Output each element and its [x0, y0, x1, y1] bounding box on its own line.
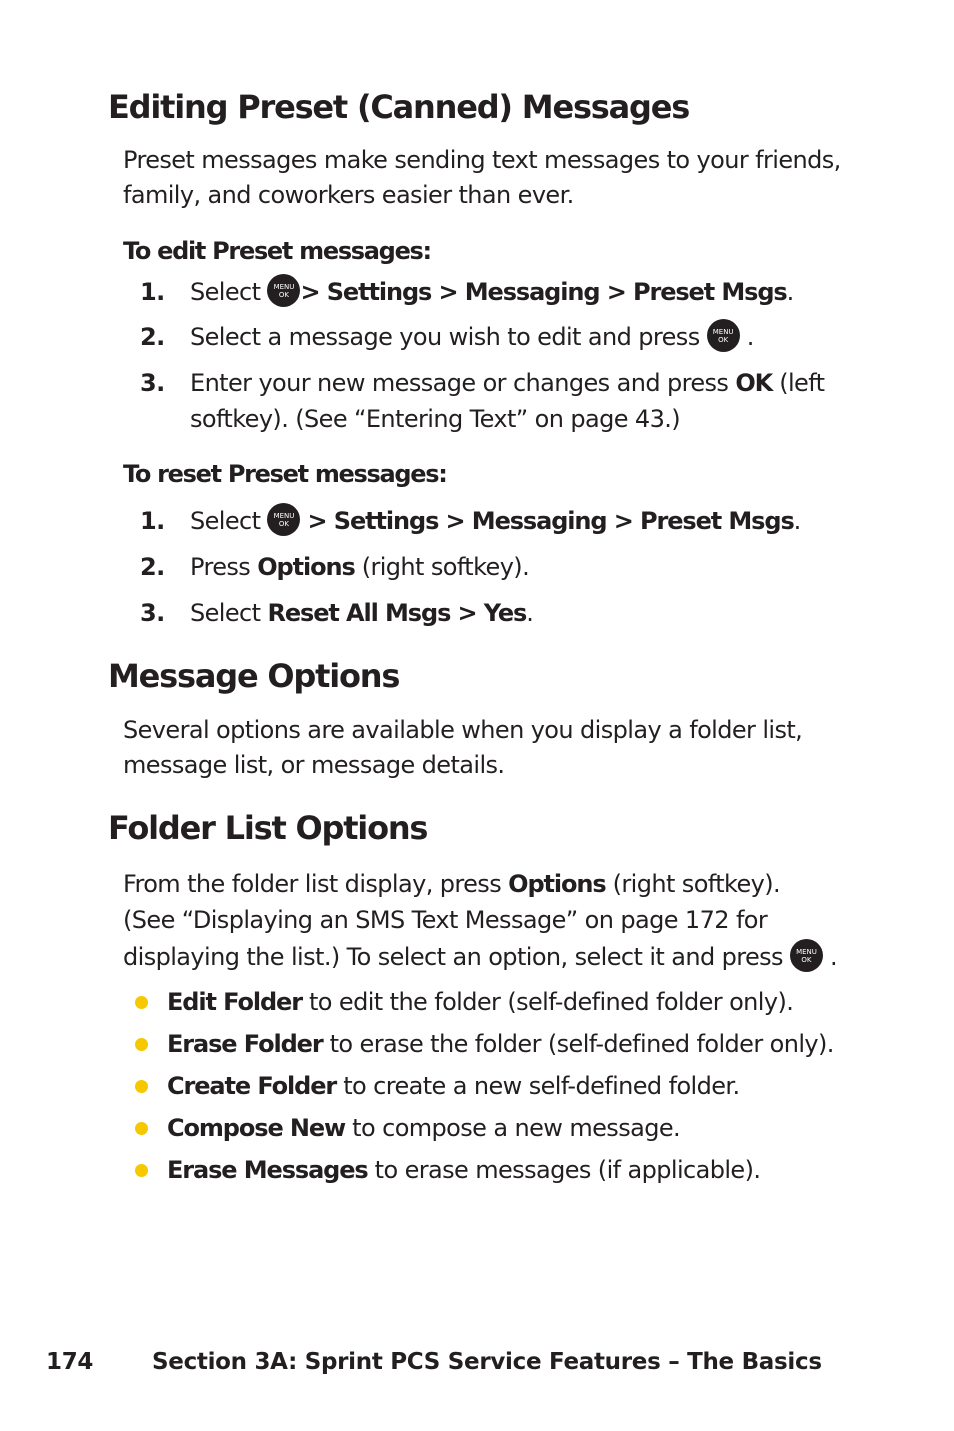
option-name: Edit Folder	[167, 988, 302, 1016]
menu-ok-key-icon: MENU OK	[790, 939, 823, 972]
step-end: .	[786, 278, 794, 306]
menu-ok-key-icon: MENU OK	[267, 503, 300, 536]
step-number: 2.	[140, 323, 165, 351]
step-number: 2.	[140, 553, 165, 581]
step-number: 3.	[140, 599, 165, 627]
step-pre: Select	[190, 278, 261, 306]
footer-section-title: Section 3A: Sprint PCS Service Features – The Basics	[152, 1349, 822, 1375]
step-pre: Press	[190, 553, 251, 581]
folder-intro-line-2: (See “Displaying an SMS Text Message” on page 172 for	[123, 906, 768, 934]
step-pre: Select a message you wish to edit and press	[190, 323, 700, 351]
menu-path: > Settings > Messaging > Preset Msgs	[307, 507, 794, 535]
step-text	[190, 595, 533, 631]
text-pre: From the folder list display, press	[123, 870, 502, 898]
option-desc: to create a new self-defined folder.	[343, 1072, 740, 1100]
text-pre: displaying the list.) To select an option, select it and press	[123, 943, 783, 971]
page-number: 174	[46, 1349, 94, 1375]
intro-line-1: Preset messages make sending text messages to your friends,	[123, 146, 841, 174]
option-desc: to compose a new message.	[352, 1114, 681, 1142]
step-text	[190, 365, 824, 437]
option-name: Erase Messages	[167, 1156, 368, 1184]
step-number: 1.	[140, 507, 165, 535]
menu-path: > Settings > Messaging > Preset Msgs	[300, 278, 787, 306]
menu-ok-key-icon: MENU OK	[707, 319, 740, 352]
step-number: 3.	[140, 369, 165, 397]
subheading-reset: To reset Preset messages:	[123, 460, 447, 488]
step-text	[190, 319, 754, 355]
bullet-icon	[135, 1038, 148, 1051]
step-text	[190, 274, 794, 310]
heading-editing-preset: Editing Preset (Canned) Messages	[108, 88, 690, 126]
text-end: .	[830, 943, 838, 971]
step-line-2: softkey). (See “Entering Text” on page 43.)	[190, 405, 681, 433]
heading-message-options: Message Options	[108, 657, 400, 695]
text-post: (right softkey).	[612, 870, 781, 898]
options-intro-line-2: message list, or message details.	[123, 751, 505, 779]
bullet-icon	[135, 1122, 148, 1135]
step-text	[190, 549, 529, 585]
step-number: 1.	[140, 278, 165, 306]
step-pre: Select	[190, 507, 261, 535]
folder-intro-line-3	[123, 939, 837, 975]
edit-step-3	[140, 365, 900, 437]
bullet-icon	[135, 1164, 148, 1177]
options-label: Options	[508, 870, 606, 898]
reset-path: Reset All Msgs > Yes	[267, 599, 527, 627]
options-label: Options	[257, 553, 355, 581]
step-text	[190, 503, 801, 539]
option-desc: to erase messages (if applicable).	[374, 1156, 761, 1184]
bullet-icon	[135, 996, 148, 1009]
step-end: .	[746, 323, 754, 351]
folder-intro-line-1	[123, 866, 780, 902]
ok-label: OK	[735, 369, 773, 397]
option-desc: to erase the folder (self-defined folder only).	[329, 1030, 834, 1058]
option-name: Erase Folder	[167, 1030, 323, 1058]
heading-folder-list-options: Folder List Options	[108, 809, 428, 847]
option-name: Create Folder	[167, 1072, 337, 1100]
step-end: .	[526, 599, 534, 627]
step-pre: Select	[190, 599, 261, 627]
options-intro-line-1: Several options are available when you display a folder list,	[123, 716, 803, 744]
option-desc: to edit the folder (self-defined folder only).	[309, 988, 794, 1016]
step-post: (right softkey).	[361, 553, 530, 581]
option-name: Compose New	[167, 1114, 346, 1142]
step-pre: Enter your new message or changes and press	[190, 369, 729, 397]
subheading-edit: To edit Preset messages:	[123, 237, 431, 265]
intro-line-2: family, and coworkers easier than ever.	[123, 181, 574, 209]
menu-ok-key-icon: MENU OK	[267, 274, 300, 307]
bullet-icon	[135, 1080, 148, 1093]
step-end: .	[793, 507, 801, 535]
step-post: (left	[779, 369, 825, 397]
